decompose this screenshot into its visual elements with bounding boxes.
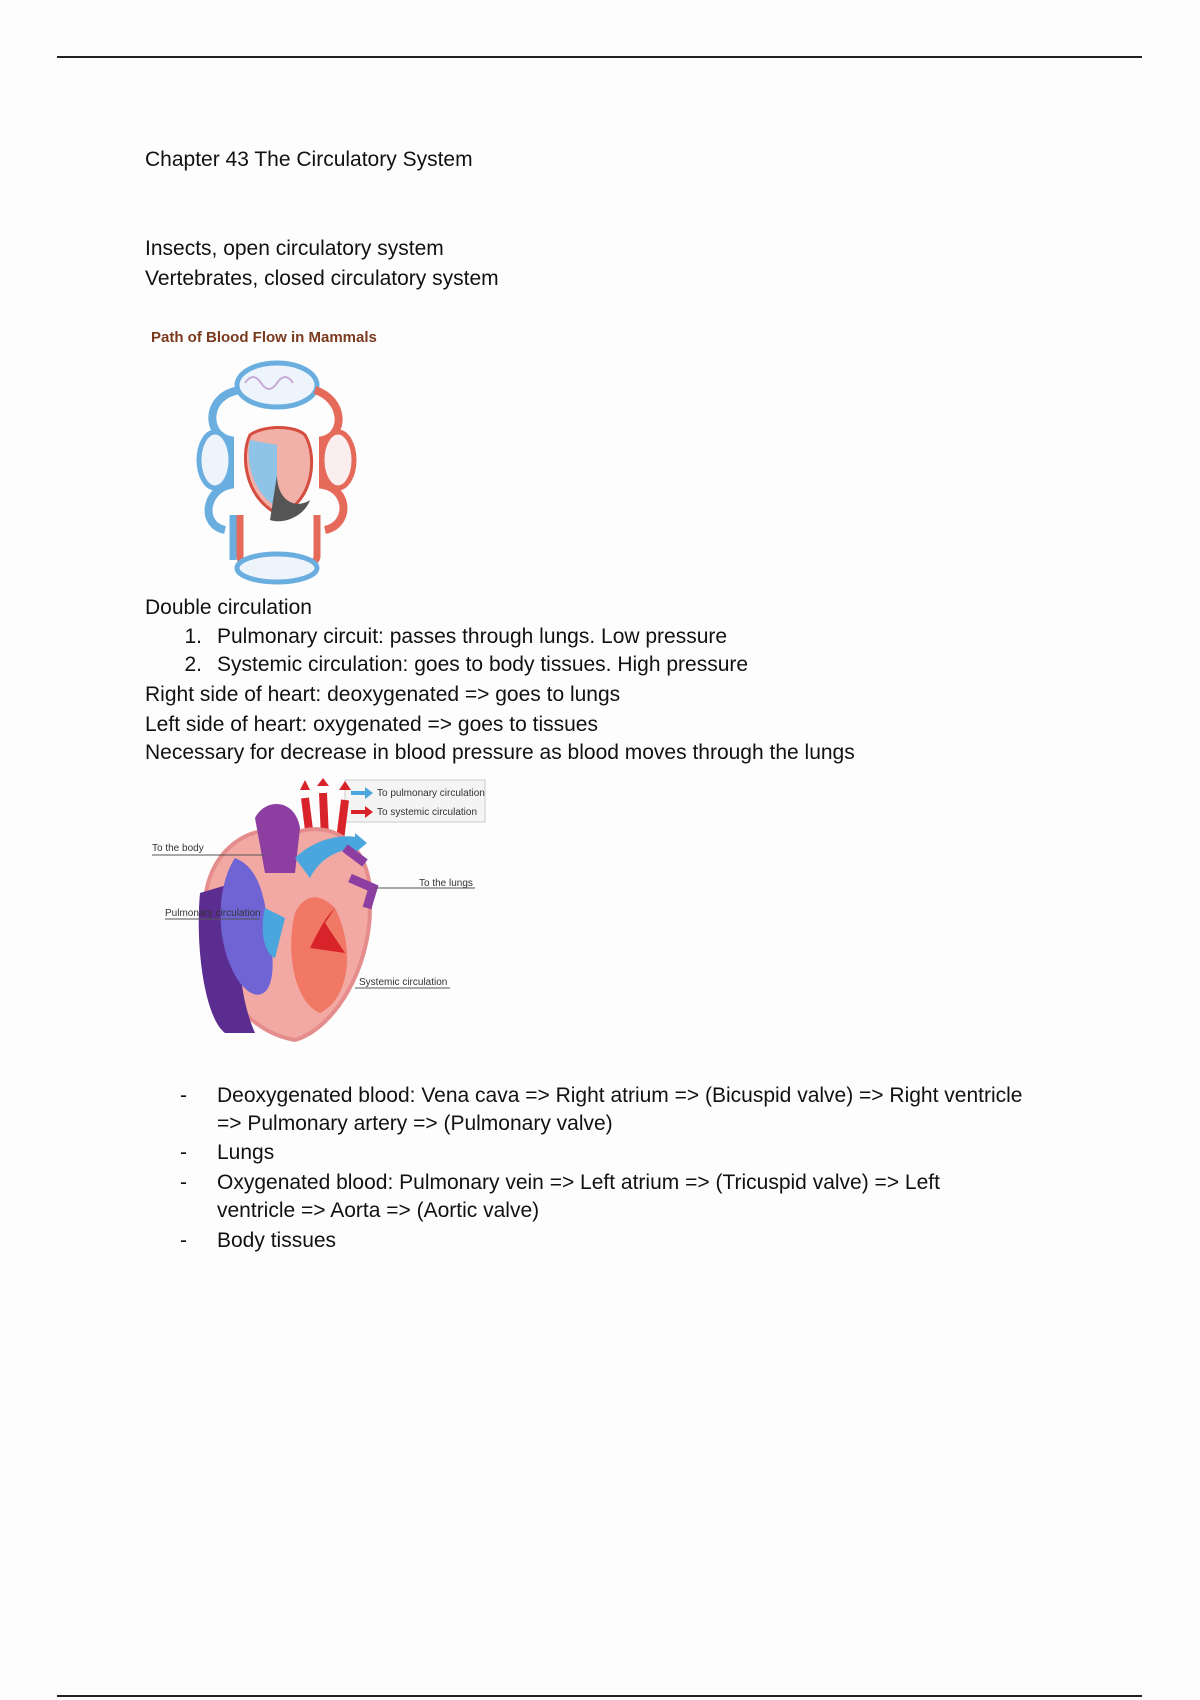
note-line: Right side of heart: deoxygenated => goes to lungs	[145, 683, 621, 706]
legend-systemic: To systemic circulation	[377, 807, 478, 818]
list-item: Systemic circulation: goes to body tissues. High pressure	[217, 653, 749, 676]
legend-pulmonary: To pulmonary circulation	[377, 788, 485, 799]
list-item: Pulmonary circuit: passes through lungs. Low pressure	[217, 625, 728, 648]
note-line: Necessary for decrease in blood pressure as blood moves through the lungs	[145, 741, 855, 764]
heart-diagram	[145, 778, 490, 1048]
list-item: Oxygenated blood: Pulmonary vein => Left atrium => (Tricuspid valve) => Left	[217, 1171, 940, 1194]
page-title: Chapter 43 The Circulatory System	[145, 148, 473, 171]
list-item-continued: => Pulmonary artery => (Pulmonary valve)	[217, 1112, 613, 1135]
right-arrow-icon	[355, 833, 367, 853]
intro-line-2: Vertebrates, closed circulatory system	[145, 267, 499, 290]
blood-flow-diagram	[145, 325, 415, 590]
footer-rule	[57, 1695, 1142, 1697]
label-to-body: To the body	[152, 843, 204, 854]
bullet-dash: -	[180, 1171, 187, 1194]
side-capillaries-left	[199, 432, 231, 488]
bullet-dash: -	[180, 1229, 187, 1252]
list-item: Deoxygenated blood: Vena cava => Right atrium => (Bicuspid valve) => Right ventricle	[217, 1084, 1023, 1107]
label-systemic-circulation: Systemic circulation	[359, 977, 448, 988]
lung-capillaries	[237, 363, 317, 407]
list-item: Body tissues	[217, 1229, 337, 1252]
note-line: Left side of heart: oxygenated => goes to tissues	[145, 713, 598, 736]
header-rule	[57, 56, 1142, 58]
double-circulation-heading: Double circulation	[145, 596, 312, 619]
side-capillaries-right	[322, 432, 354, 488]
bullet-dash: -	[180, 1141, 187, 1164]
blood-flow-title: Path of Blood Flow in Mammals	[151, 329, 377, 346]
list-number: 1.	[184, 625, 202, 648]
label-pulmonary-circulation: Pulmonary circulation	[165, 908, 261, 919]
label-to-lungs: To the lungs	[419, 878, 473, 889]
body-capillaries	[237, 554, 317, 582]
list-number: 2.	[184, 653, 202, 676]
up-arrows-icon	[300, 778, 351, 790]
bullet-dash: -	[180, 1084, 187, 1107]
list-item-continued: ventricle => Aorta => (Aortic valve)	[217, 1199, 540, 1222]
intro-line-1: Insects, open circulatory system	[145, 237, 444, 260]
list-item: Lungs	[217, 1141, 275, 1164]
